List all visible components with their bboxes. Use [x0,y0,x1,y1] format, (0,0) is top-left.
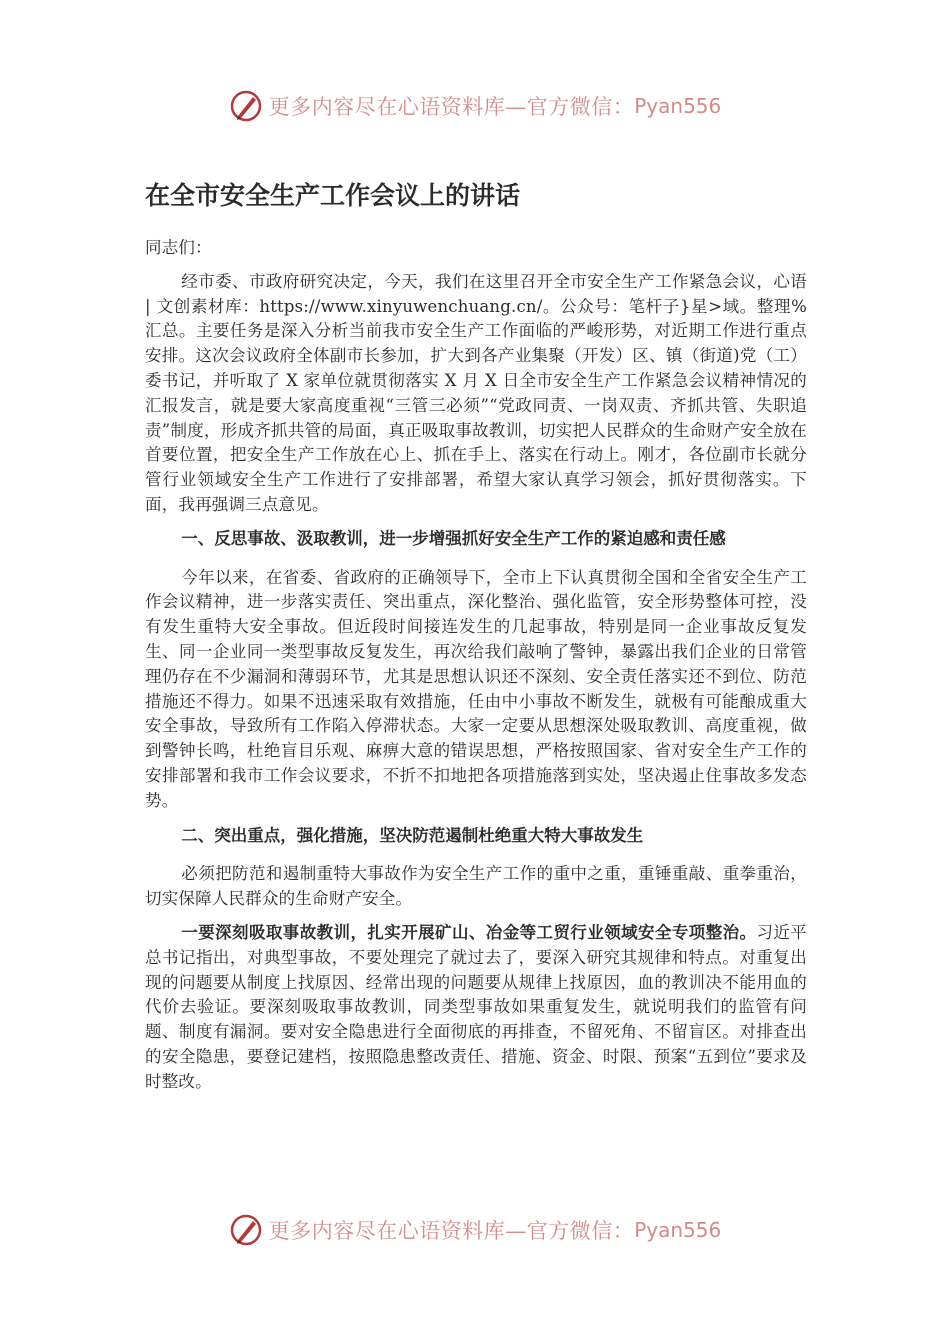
document-title: 在全市安全生产工作会议上的讲话 [145,181,521,210]
section-2-paragraph: 必须把防范和遏制重特大事故作为安全生产工作的重中之重，重锤重敲、重拳重治，切实保障人民群众的生命财产安全。 [145,864,807,909]
point-1-lead: 一要深刻吸取事故教训，扎实开展矿山、冶金等工贸行业领域安全专项整治。 [181,922,757,942]
section-1-paragraph: 今年以来，在省委、省政府的正确领导下，全市上下认真贯彻全国和全省安全生产工作会议精神，进一步落实责任、突出重点，深化整治、强化监管，安全形势整体可控，没有发生重特大安全事故。但近段时间接连发生的几起事故，特别是同一企业事故反复发生、同一企业同一类型事故反复发生，再次给我们敲响了警钟，暴露出我们企业的日常管理仍存在不少漏洞和薄弱环节，尤其是思想认识还不深刻、安全责任落实还不到位、防范措施还不得力。如果不迅速采取有效措施，任由中小事故不断发生，就极有可能酿成重大安全事故，导致所有工作陷入停滞状态。大家一定要从思想深处吸取教训、高度重视，做到警钟长鸣，杜绝盲目乐观、麻痹大意的错误思想，严格按照国家、省对安全生产工作的安排部署和我市工作会议要求，不折不扣地把各项措施落到实处，坚决遏止住事故多发态势。 [145,567,807,810]
pen-logo-icon [229,1213,263,1247]
header-watermark-banner [0,84,950,128]
intro-paragraph: 经市委、市政府研究决定，今天，我们在这里召开全市安全生产工作紧急会议，心语 | 文创素材库：https://www.xinyuwenchuang.cn/。公众号：笔杆子}星>域。整理%汇总。主要任务是深入分析当前我市安全生产工作面临的严峻形势，对近期工作进行重点安排。这次会议政府全体副市长参加，扩大到各产业集聚（开发）区、镇（街道)党（工）委书记，并听取了 X 家单位就贯彻落实 X 月 X 日全市安全生产工作紧急会议精神情况的汇报发言，就是要大家高度重视“三管三必须”“党政同责、一岗双责、齐抓共管、失职追责”制度，形成齐抓共管的局面，真正吸取事故教训，切实把人民群众的生命财产安全放在首要位置，把安全生产工作放在心上、抓在手上、落实在行动上。刚才，各位副市长就分管行业领域安全生产工作进行了安排部署，希望大家认真学习领会，抓好贯彻落实。下面，我再强调三点意见。 [145,271,807,514]
document-body [145,176,807,1104]
section-heading-2: 二、突出重点，强化措施，坚决防范遏制杜绝重大特大事故发生 [181,825,644,845]
footer-watermark-banner [0,1208,950,1252]
banner-handle: Pyan556 [634,94,722,118]
banner-handle: Pyan556 [634,1218,722,1242]
banner-text: 更多内容尽在心语资料库—官方微信： [268,95,635,119]
section-heading-1: 一、反思事故、汲取教训，进一步增强抓好安全生产工作的紧迫感和责任感 [181,528,726,548]
salutation: 同志们： [145,238,212,257]
point-1-paragraph [145,921,807,1095]
point-1-body: 习近平总书记指出，对典型事故，不要处理完了就过去了，要深入研究其规律和特点。对重复出现的问题要从制度上找原因、经常出现的问题要从规律上找原因，血的教训决不能用血的代价去验证。要深刻吸取事故教训，同类型事故如果重复发生，就说明我们的监管有问题、制度有漏洞。要对安全隐患进行全面彻底的再排查，不留死角、不留盲区。对排查出的安全隐患，要登记建档，按照隐患整改责任、措施、资金、时限、预案“五到位”要求及时整改。 [145,922,807,1091]
banner-text: 更多内容尽在心语资料库—官方微信： [268,1219,635,1243]
pen-logo-icon [229,89,263,123]
